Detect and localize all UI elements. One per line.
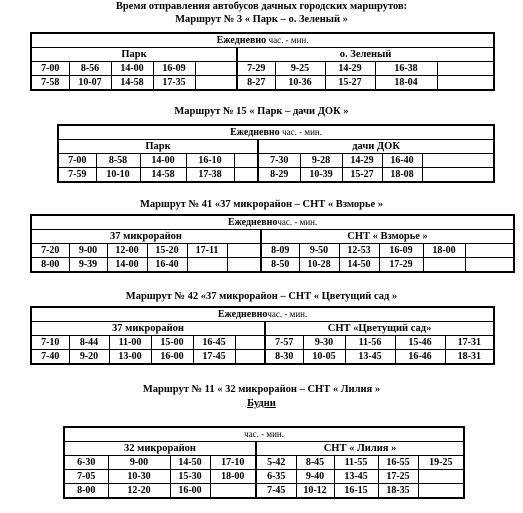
time-cell bbox=[234, 154, 258, 168]
time-cell: 10-07 bbox=[69, 76, 111, 91]
route11-right-header: СНТ « Лилия » bbox=[256, 442, 464, 456]
time-cell: 7-00 bbox=[31, 62, 69, 76]
route11-subtitle: Будни bbox=[247, 398, 276, 409]
table-row bbox=[31, 244, 514, 258]
time-cell: 8-00 bbox=[31, 258, 69, 273]
route3-table bbox=[30, 32, 495, 91]
route42-table bbox=[30, 306, 495, 365]
table-row bbox=[31, 258, 514, 273]
route3-title: Маршрут № 3 « Парк – о. Зеленый » bbox=[175, 14, 348, 25]
time-cell bbox=[418, 484, 464, 499]
time-cell: 17-25 bbox=[378, 470, 418, 484]
time-cell: 7-10 bbox=[31, 336, 69, 350]
time-cell: 8-29 bbox=[258, 168, 300, 183]
route41-table bbox=[30, 214, 515, 273]
time-cell: 9-25 bbox=[275, 62, 325, 76]
route15-left-header: Парк bbox=[58, 140, 258, 154]
time-cell: 9-00 bbox=[108, 456, 170, 470]
time-cell bbox=[234, 168, 258, 183]
time-cell: 14-50 bbox=[339, 258, 379, 273]
time-cell: 14-29 bbox=[325, 62, 375, 76]
time-cell: 7-00 bbox=[58, 154, 96, 168]
route11-left-header: 32 микрорайон bbox=[64, 442, 256, 456]
time-cell: 13-45 bbox=[334, 470, 378, 484]
time-cell: 8-50 bbox=[261, 258, 299, 273]
time-cell: 17-11 bbox=[187, 244, 227, 258]
route41-right-header: СНТ « Взморье » bbox=[261, 230, 514, 244]
table-row bbox=[31, 336, 494, 350]
time-cell: 17-38 bbox=[186, 168, 234, 183]
time-cell bbox=[422, 154, 494, 168]
time-cell: 17-29 bbox=[379, 258, 423, 273]
time-cell: 15-46 bbox=[395, 336, 445, 350]
time-cell: 16-09 bbox=[153, 62, 195, 76]
time-cell: 15-20 bbox=[147, 244, 187, 258]
time-cell: 15-27 bbox=[342, 168, 382, 183]
route42-title: Маршрут № 42 «37 микрорайон – СНТ « Цветущий сад » bbox=[125, 291, 398, 302]
time-cell: 7-45 bbox=[256, 484, 296, 499]
table-row bbox=[31, 350, 494, 365]
time-cell: 16-10 bbox=[186, 154, 234, 168]
time-cell: 10-10 bbox=[96, 168, 140, 183]
time-cell: 8-56 bbox=[69, 62, 111, 76]
time-cell bbox=[465, 244, 514, 258]
time-cell bbox=[187, 258, 227, 273]
time-cell: 16-45 bbox=[193, 336, 235, 350]
time-cell: 9-28 bbox=[300, 154, 342, 168]
time-cell: 16-00 bbox=[151, 350, 193, 365]
time-cell: 16-38 bbox=[375, 62, 437, 76]
time-cell: 9-40 bbox=[296, 470, 334, 484]
route41-title: Маршрут № 41 «37 микрорайон – СНТ « Взморье » bbox=[139, 199, 384, 210]
time-cell: 16-46 bbox=[395, 350, 445, 365]
time-cell: 7-20 bbox=[31, 244, 69, 258]
time-cell: 10-05 bbox=[303, 350, 345, 365]
route15-table bbox=[57, 124, 495, 183]
table-row bbox=[64, 456, 464, 470]
time-cell: 7-57 bbox=[265, 336, 303, 350]
time-cell: 8-58 bbox=[96, 154, 140, 168]
route11-table bbox=[63, 426, 465, 499]
time-cell: 5-42 bbox=[256, 456, 296, 470]
time-cell: 7-58 bbox=[31, 76, 69, 91]
table-row bbox=[64, 470, 464, 484]
time-cell: 7-40 bbox=[31, 350, 69, 365]
time-cell: 17-10 bbox=[210, 456, 256, 470]
units-label-cell: час. - мин. bbox=[64, 427, 464, 442]
time-cell bbox=[227, 258, 261, 273]
route3-left-header: Парк bbox=[31, 48, 237, 62]
time-cell: 6-35 bbox=[256, 470, 296, 484]
route3-right-header: о. Зеленый bbox=[237, 48, 494, 62]
time-cell: 13-45 bbox=[345, 350, 395, 365]
time-cell: 8-27 bbox=[237, 76, 275, 91]
time-cell: 10-39 bbox=[300, 168, 342, 183]
time-cell: 7-05 bbox=[64, 470, 108, 484]
time-cell bbox=[195, 62, 237, 76]
time-cell: 9-50 bbox=[299, 244, 339, 258]
time-cell: 18-00 bbox=[423, 244, 465, 258]
time-cell: 8-45 bbox=[296, 456, 334, 470]
route15-title: Маршрут № 15 « Парк – дачи ДОК » bbox=[174, 106, 349, 117]
time-cell bbox=[235, 350, 265, 365]
time-cell: 10-36 bbox=[275, 76, 325, 91]
route42-right-header: СНТ «Цветущий сад» bbox=[265, 322, 494, 336]
route42-left-header: 37 микрорайон bbox=[31, 322, 265, 336]
route15-right-header: дачи ДОК bbox=[258, 140, 494, 154]
time-cell: 8-44 bbox=[69, 336, 109, 350]
daily-label-cell: Ежедневно час. - мин. bbox=[31, 33, 494, 48]
time-cell bbox=[195, 76, 237, 91]
table-row bbox=[58, 168, 494, 183]
time-cell: 15-00 bbox=[151, 336, 193, 350]
time-cell bbox=[437, 62, 494, 76]
time-cell: 10-28 bbox=[299, 258, 339, 273]
route11-title: Маршрут № 11 « 32 микрорайон – СНТ « Лилия » bbox=[142, 384, 381, 395]
time-cell: 18-08 bbox=[382, 168, 422, 183]
time-cell: 10-30 bbox=[108, 470, 170, 484]
time-cell: 8-09 bbox=[261, 244, 299, 258]
time-cell: 17-31 bbox=[445, 336, 494, 350]
table-row bbox=[58, 154, 494, 168]
time-cell: 14-00 bbox=[107, 258, 147, 273]
time-cell: 13-00 bbox=[109, 350, 151, 365]
time-cell: 11-55 bbox=[334, 456, 378, 470]
table-row bbox=[31, 76, 494, 91]
time-cell: 14-58 bbox=[140, 168, 186, 183]
time-cell: 14-00 bbox=[140, 154, 186, 168]
time-cell: 12-00 bbox=[107, 244, 147, 258]
time-cell: 7-59 bbox=[58, 168, 96, 183]
time-cell: 16-15 bbox=[334, 484, 378, 499]
table-row bbox=[31, 62, 494, 76]
route41-left-header: 37 микрорайон bbox=[31, 230, 261, 244]
time-cell: 7-29 bbox=[237, 62, 275, 76]
time-cell: 16-00 bbox=[170, 484, 210, 499]
time-cell: 11-56 bbox=[345, 336, 395, 350]
time-cell: 14-29 bbox=[342, 154, 382, 168]
time-cell: 7-30 bbox=[258, 154, 300, 168]
time-cell bbox=[235, 336, 265, 350]
table-row bbox=[64, 484, 464, 499]
time-cell bbox=[422, 168, 494, 183]
time-cell: 16-09 bbox=[379, 244, 423, 258]
time-cell: 9-39 bbox=[69, 258, 107, 273]
time-cell: 16-40 bbox=[147, 258, 187, 273]
time-cell: 11-00 bbox=[109, 336, 151, 350]
time-cell: 10-12 bbox=[296, 484, 334, 499]
time-cell: 17-35 bbox=[153, 76, 195, 91]
time-cell: 16-55 bbox=[378, 456, 418, 470]
time-cell: 14-58 bbox=[111, 76, 153, 91]
time-cell: 16-40 bbox=[382, 154, 422, 168]
time-cell: 18-00 bbox=[210, 470, 256, 484]
time-cell: 15-27 bbox=[325, 76, 375, 91]
time-cell: 9-30 bbox=[303, 336, 345, 350]
time-cell: 19-25 bbox=[418, 456, 464, 470]
time-cell: 18-31 bbox=[445, 350, 494, 365]
time-cell: 12-53 bbox=[339, 244, 379, 258]
time-cell: 6-30 bbox=[64, 456, 108, 470]
time-cell: 9-20 bbox=[69, 350, 109, 365]
time-cell: 18-04 bbox=[375, 76, 437, 91]
time-cell: 18-35 bbox=[378, 484, 418, 499]
daily-label-cell: Ежедневно час. - мин. bbox=[58, 125, 494, 140]
time-cell: 14-50 bbox=[170, 456, 210, 470]
time-cell bbox=[437, 76, 494, 91]
time-cell bbox=[210, 484, 256, 499]
time-cell: 8-00 bbox=[64, 484, 108, 499]
time-cell: 15-30 bbox=[170, 470, 210, 484]
time-cell: 12-20 bbox=[108, 484, 170, 499]
time-cell bbox=[227, 244, 261, 258]
daily-label-cell: Ежедневночас. - мин. bbox=[31, 215, 514, 230]
time-cell: 14-00 bbox=[111, 62, 153, 76]
page-title: Время отправления автобусов дачных городских маршрутов: bbox=[115, 1, 408, 12]
time-cell: 8-30 bbox=[265, 350, 303, 365]
time-cell: 17-45 bbox=[193, 350, 235, 365]
time-cell bbox=[418, 470, 464, 484]
time-cell: 9-00 bbox=[69, 244, 107, 258]
daily-label-cell: Ежедневночас. - мин. bbox=[31, 307, 494, 322]
time-cell bbox=[465, 258, 514, 273]
time-cell bbox=[423, 258, 465, 273]
